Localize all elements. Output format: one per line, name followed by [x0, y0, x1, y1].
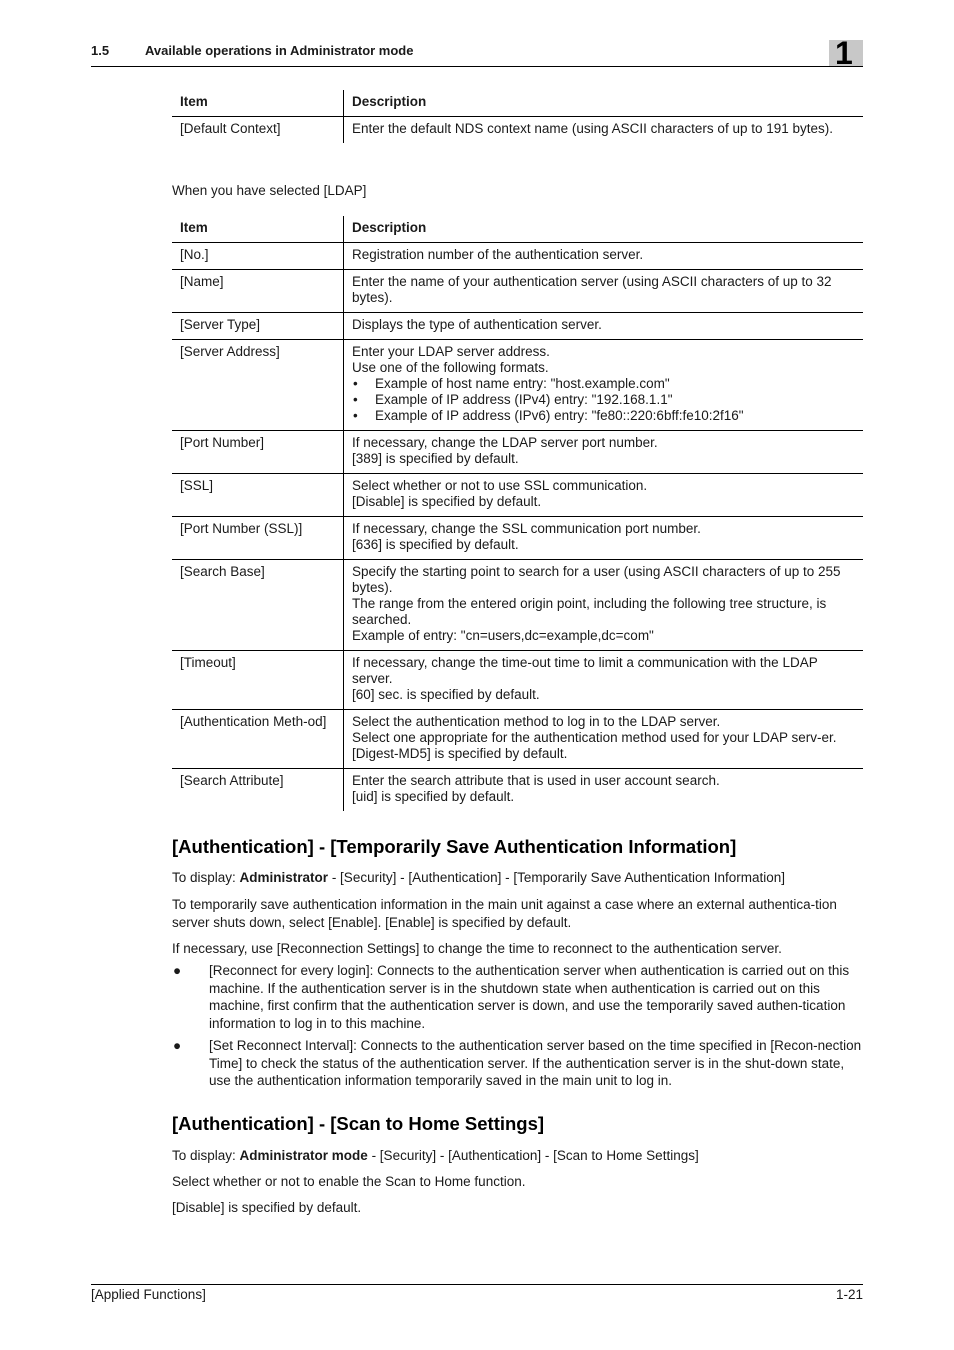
table-row — [172, 431, 863, 474]
ldap-settings-table — [172, 216, 863, 811]
paragraph: If necessary, use [Reconnection Settings] to change the time to reconnect to the authentication server. — [172, 941, 782, 956]
table-row — [172, 474, 863, 517]
ldap-intro: When you have selected [LDAP] — [172, 183, 367, 198]
table-row — [172, 243, 863, 270]
description-line: [uid] is specified by default. — [352, 789, 515, 804]
display-mode: Administrator mode — [239, 1148, 368, 1163]
chapter-number: 1 — [835, 35, 853, 71]
table-row — [172, 117, 863, 144]
table-header-description: Description — [344, 216, 864, 243]
item-cell: [Port Number (SSL)] — [172, 517, 344, 560]
description-line: If necessary, change the time-out time to limit a communication with the LDAP server. — [352, 655, 818, 686]
description-cell — [344, 431, 864, 474]
description-cell — [344, 340, 864, 431]
section-number: 1.5 — [91, 43, 110, 58]
description-line: Select whether or not to use SSL communication. — [352, 478, 648, 493]
table-row — [172, 313, 863, 340]
description-cell: Enter the default NDS context name (using ASCII characters of up to 191 bytes). — [352, 121, 834, 136]
description-line: Specify the starting point to search for a user (using ASCII characters of up to 255 bytes). — [352, 564, 841, 595]
format-bullet: • Example of IP address (IPv4) entry: "192.168.1.1" — [352, 392, 855, 408]
description-line: Enter the search attribute that is used in user account search. — [352, 773, 720, 788]
format-bullet: • Example of host name entry: "host.example.com" — [352, 376, 855, 392]
display-mode: Administrator — [239, 870, 329, 885]
table-header-item: Item — [172, 216, 344, 243]
description-line: Select the authentication method to log in to the LDAP server. — [352, 714, 721, 729]
description-line: [Disable] is specified by default. — [352, 494, 542, 509]
item-cell: [Server Type] — [172, 313, 344, 340]
item-cell: [Name] — [172, 270, 344, 313]
table-row — [172, 340, 863, 431]
bullet-icon: ● — [173, 963, 182, 978]
default-context-table — [172, 90, 863, 143]
display-menu-path: - [Security] - [Authentication] - [Scan to Home Settings] — [367, 1148, 699, 1163]
format-bullet: • Example of IP address (IPv6) entry: "fe80::220:6bff:fe10:2f16" — [352, 408, 855, 424]
list-item-text: [Set Reconnect Interval]: Connects to the authentication server based on the time specified in [Recon-nection Time] to check the status of the authentication server. If the authentication server is in the shut-down state, use the authentication information temporarily saved in the main unit to log in. — [209, 1038, 862, 1088]
page-header — [91, 42, 863, 67]
item-cell: [Default Context] — [172, 117, 344, 144]
description-cell — [344, 517, 864, 560]
table-header-item: Item — [172, 90, 344, 117]
paragraph: Select whether or not to enable the Scan to Home function. — [172, 1174, 526, 1189]
description-line: Example of entry: "cn=users,dc=example,dc=com" — [352, 628, 654, 643]
table-row — [172, 517, 863, 560]
description-line: [636] is specified by default. — [352, 537, 519, 552]
description-cell — [344, 474, 864, 517]
item-cell: [Timeout] — [172, 651, 344, 710]
page-number: 1-21 — [835, 1287, 863, 1302]
description-line: [60] sec. is specified by default. — [352, 687, 540, 702]
table-row — [172, 769, 863, 812]
section-heading: [Authentication] - [Scan to Home Settings] — [172, 1113, 545, 1134]
item-cell: [No.] — [172, 243, 344, 270]
item-cell: [Port Number] — [172, 431, 344, 474]
table-row — [172, 710, 863, 769]
description-cell — [344, 769, 864, 812]
paragraph: [Disable] is specified by default. — [172, 1200, 362, 1215]
display-prefix: To display: — [172, 1148, 240, 1163]
item-cell: [SSL] — [172, 474, 344, 517]
display-path — [172, 869, 864, 886]
list-item — [172, 1037, 864, 1091]
description-line: [Digest-MD5] is specified by default. — [352, 746, 568, 761]
description-cell — [344, 243, 864, 270]
display-prefix: To display: — [172, 870, 240, 885]
item-cell: [Search Attribute] — [172, 769, 344, 812]
bullet-icon: ● — [173, 1038, 182, 1053]
display-menu-path: - [Security] - [Authentication] - [Temporarily Save Authentication Information] — [328, 870, 786, 885]
item-cell: [Search Base] — [172, 560, 344, 651]
description-line: Registration number of the authentication server. — [352, 247, 644, 262]
description-line: Select one appropriate for the authentication method used for your LDAP serv-er. — [352, 730, 837, 745]
description-cell — [344, 313, 864, 340]
table-row — [172, 651, 863, 710]
description-cell — [344, 710, 864, 769]
list-item-text: [Reconnect for every login]: Connects to the authentication server when authentication is carried out on this machine. If the authentication server is in the shutdown state when authentication is carried out on this machine, first confirm that the authentication server is down, and use the temporarily saved authen-tication information to log in to this machine. — [209, 963, 850, 1031]
item-cell: [Server Address] — [172, 340, 344, 431]
table-header-description: Description — [344, 90, 864, 117]
description-cell — [344, 560, 864, 651]
page-footer — [91, 1284, 863, 1302]
description-cell — [344, 651, 864, 710]
section-title: Available operations in Administrator mode — [145, 43, 414, 58]
list-item — [172, 962, 864, 1032]
display-path — [172, 1147, 864, 1164]
section-heading: [Authentication] - [Temporarily Save Authentication Information] — [172, 836, 737, 857]
table-row — [172, 560, 863, 651]
description-line: If necessary, change the LDAP server port number. — [352, 435, 658, 450]
table-row — [172, 270, 863, 313]
description-line: [389] is specified by default. — [352, 451, 519, 466]
paragraph: To temporarily save authentication information in the main unit against a case where an external authentica-tion server shuts down, select [Enable]. [Enable] is specified by default. — [172, 897, 837, 930]
description-line: The range from the entered origin point, including the following tree structure, is searched. — [352, 596, 827, 627]
description-line: Use one of the following formats. — [352, 360, 549, 375]
description-line: Enter the name of your authentication server (using ASCII characters of up to 32 bytes). — [352, 274, 832, 305]
description-line: Enter your LDAP server address. — [352, 344, 550, 359]
item-cell: [Authentication Meth-od] — [172, 710, 344, 769]
description-cell — [344, 270, 864, 313]
footer-chapter-name: [Applied Functions] — [91, 1287, 206, 1302]
description-line: Displays the type of authentication server. — [352, 317, 602, 332]
description-line: If necessary, change the SSL communication port number. — [352, 521, 701, 536]
